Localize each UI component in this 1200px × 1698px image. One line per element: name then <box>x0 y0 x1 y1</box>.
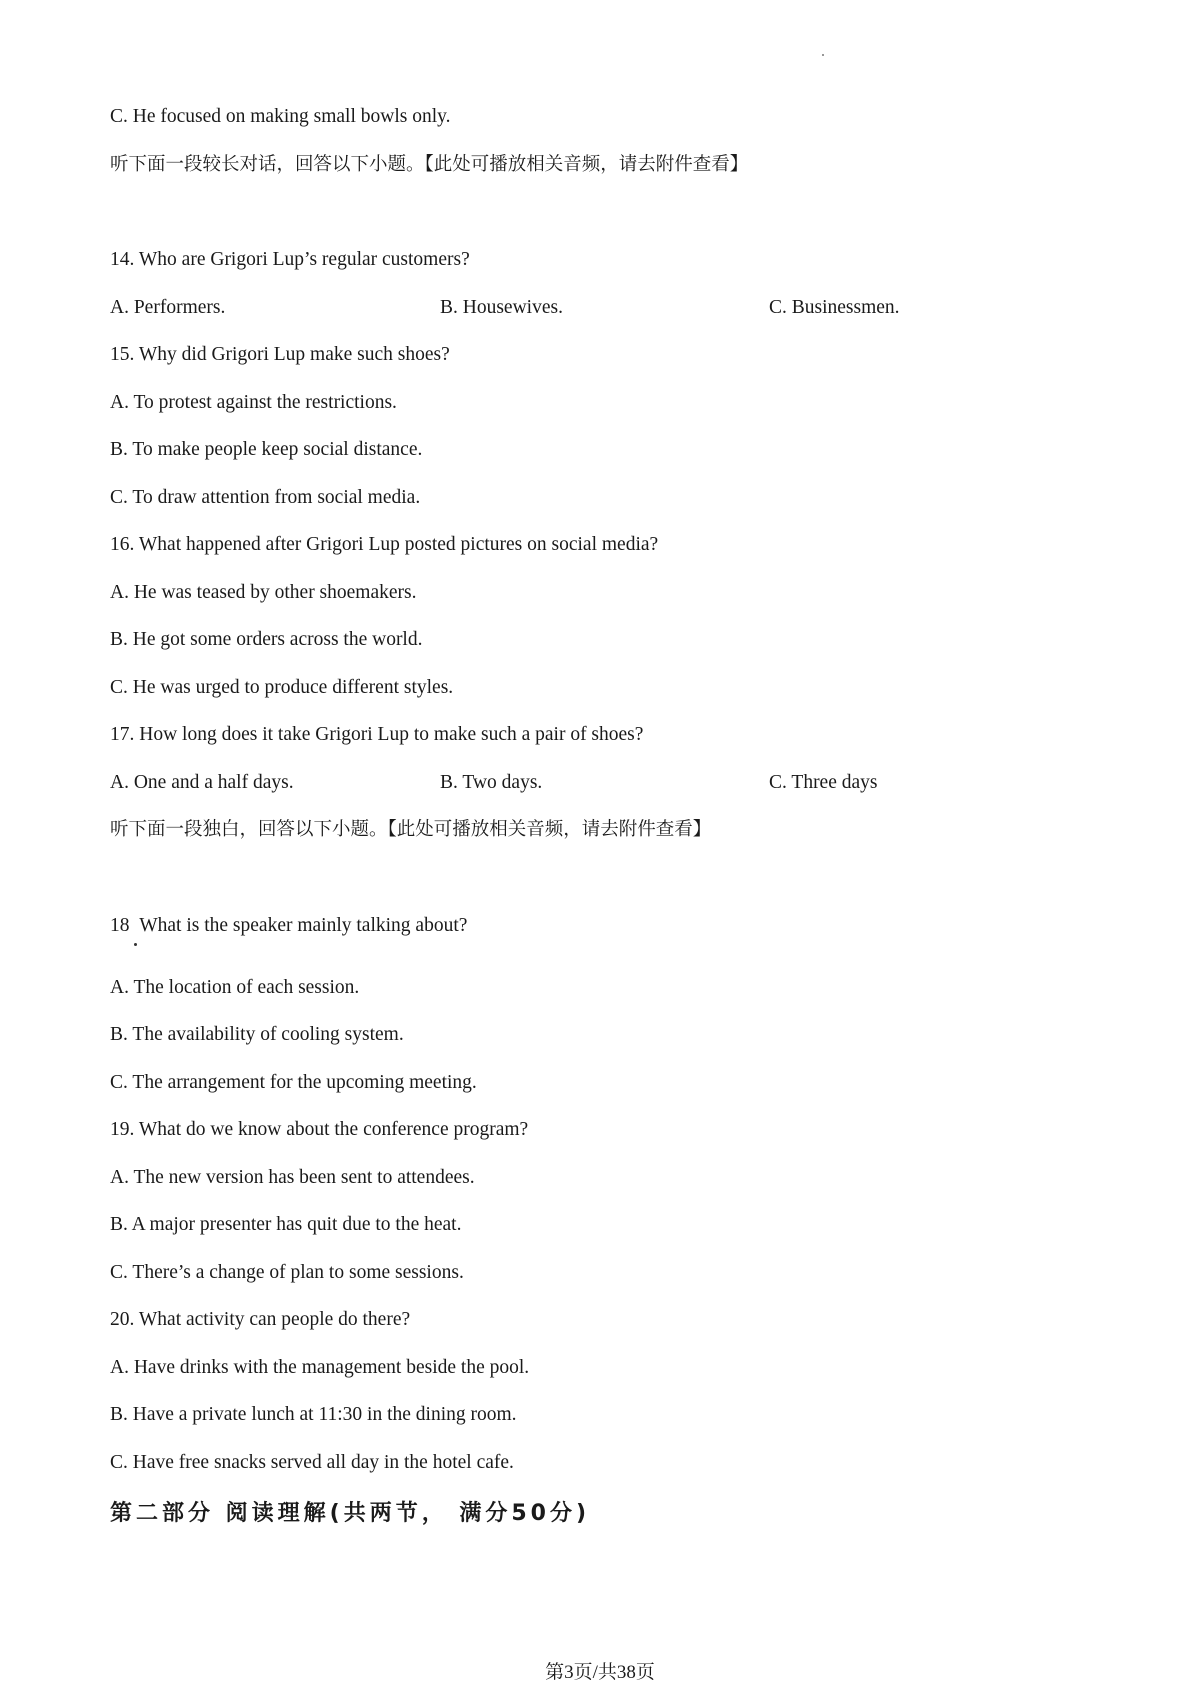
question-number: 18 <box>110 915 130 936</box>
question-14: 14. Who are Grigori Lup’s regular customers? <box>110 249 470 270</box>
question-20: 20. What activity can people do there? <box>110 1309 411 1330</box>
section-heading: 第二部分 阅读理解(共两节， 满分50分) <box>110 1501 591 1526</box>
text-line: C. He focused on making small bowls only. <box>110 106 451 127</box>
option-b: B. Two days. <box>440 772 543 793</box>
option-c: C. The arrangement for the upcoming meeting. <box>110 1072 477 1093</box>
option-a: A. He was teased by other shoemakers. <box>110 582 417 603</box>
instruction-text: 听下面一段独白，回答以下小题。【此处可播放相关音频，请去附件查看】 <box>110 819 712 840</box>
option-c: C. He was urged to produce different styles. <box>110 677 454 698</box>
option-c: C. Businessmen. <box>769 297 900 318</box>
options-row-17 <box>0 771 1200 795</box>
option-a: A. One and a half days. <box>110 772 294 793</box>
option-a: A. Performers. <box>110 297 226 318</box>
option-b: B. Have a private lunch at 11:30 in the dining room. <box>110 1404 517 1425</box>
option-a: A. The location of each session. <box>110 977 360 998</box>
option-b: B. He got some orders across the world. <box>110 629 423 650</box>
option-c: C. Three days <box>769 772 878 793</box>
option-b: B. The availability of cooling system. <box>110 1024 404 1045</box>
dot-mark <box>134 943 137 946</box>
question-text: What is the speaker mainly talking about? <box>139 915 468 936</box>
option-a: A. To protest against the restrictions. <box>110 392 397 413</box>
question-18 <box>110 914 467 938</box>
option-a: A. The new version has been sent to attendees. <box>110 1167 475 1188</box>
option-c: C. Have free snacks served all day in the hotel cafe. <box>110 1452 514 1473</box>
option-c: C. There’s a change of plan to some sessions. <box>110 1262 464 1283</box>
option-c: C. To draw attention from social media. <box>110 487 421 508</box>
option-b: B. To make people keep social distance. <box>110 439 423 460</box>
options-row-14 <box>0 296 1200 320</box>
question-19: 19. What do we know about the conference program? <box>110 1119 529 1140</box>
page-footer: 第3页/共38页 <box>545 1662 655 1683</box>
question-15: 15. Why did Grigori Lup make such shoes? <box>110 344 450 365</box>
question-17: 17. How long does it take Grigori Lup to make such a pair of shoes? <box>110 724 644 745</box>
scan-speck <box>822 54 824 56</box>
instruction-text: 听下面一段较长对话，回答以下小题。【此处可播放相关音频，请去附件查看】 <box>110 154 749 175</box>
option-a: A. Have drinks with the management beside the pool. <box>110 1357 530 1378</box>
option-b: B. A major presenter has quit due to the heat. <box>110 1214 462 1235</box>
question-16: 16. What happened after Grigori Lup posted pictures on social media? <box>110 534 659 555</box>
option-b: B. Housewives. <box>440 297 563 318</box>
